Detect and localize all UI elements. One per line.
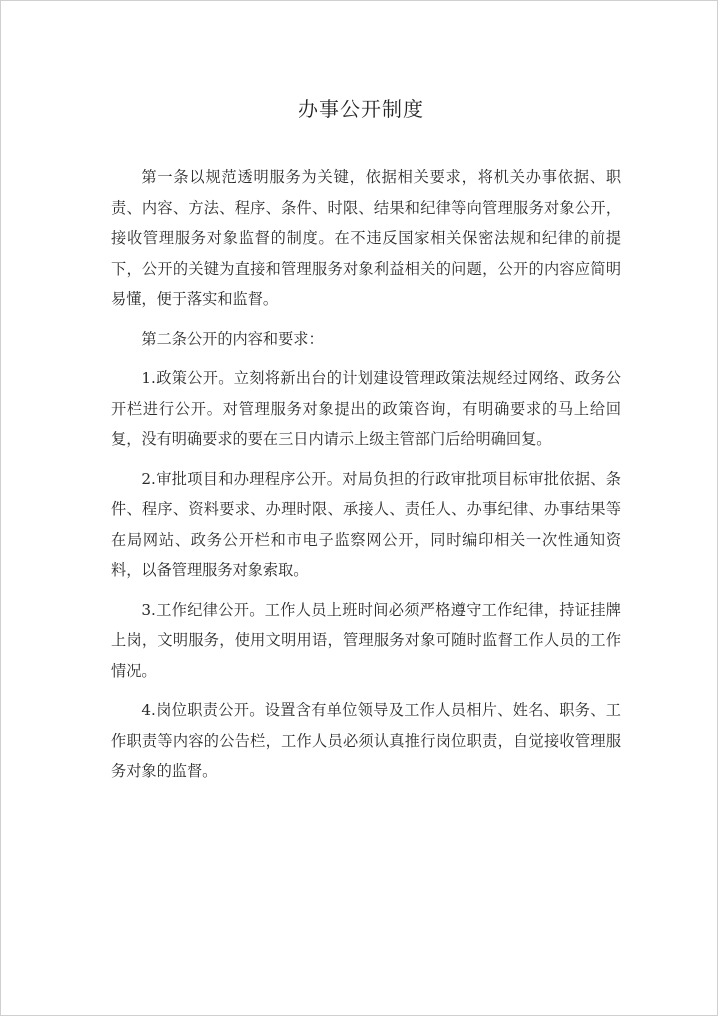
paragraph-approval-disclosure: 2.审批项目和办理程序公开。对局负担的行政审批项目标审批依据、条件、程序、资料要求、办理时限、承接人、责任人、办事纪律、办事结果等在局网站、政务公开栏和市电子监察网公开，同时编印相关一次性通知资料，以备管理服务对象索取。 (111, 469, 621, 579)
paragraph-discipline-disclosure: 3.工作纪律公开。工作人员上班时间必须严格遵守工作纪律，持证挂牌上岗，文明服务，使用文明用语，管理服务对象可随时监督工作人员的工作情况。 (111, 600, 621, 680)
paragraph-article-1: 第一条以规范透明服务为关键，依据相关要求，将机关办事依据、职责、内容、方法、程序、条件、时限、结果和纪律等向管理服务对象公开，接收管理服务对象监督的制度。在不违反国家相关保密法规和纪律的前提下，公开的关键为直接和管理服务对象利益相关的问题，公开的内容应简明易懂，便于落实和监督。 (111, 168, 621, 308)
paragraph-article-2-heading: 第二条公开的内容和要求： (141, 329, 324, 348)
paragraph-policy-disclosure: 1.政策公开。立刻将新出台的计划建设管理政策法规经过网络、政务公开栏进行公开。对管理服务对象提出的政策咨询，有明确要求的马上给回复，没有明确要求的要在三日内请示上级主管部门后给明确回复。 (111, 369, 621, 448)
document-title: 办事公开制度 (298, 97, 424, 121)
paragraph-duty-disclosure: 4.岗位职责公开。设置含有单位领导及工作人员相片、姓名、职务、工作职责等内容的公告栏，工作人员必须认真推行岗位职责，自觉接收管理服务对象的监督。 (111, 701, 621, 780)
document-body (111, 162, 621, 787)
